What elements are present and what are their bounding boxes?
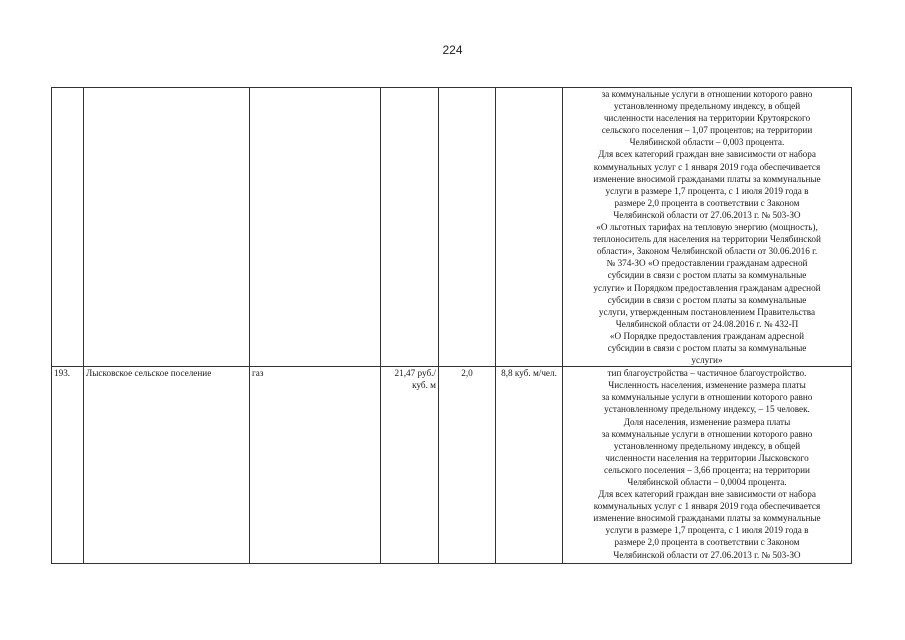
resource-cell: [250, 88, 381, 367]
note-line: коммунальных услуг с 1 января 2019 года обеспечивается: [593, 161, 821, 172]
note-line: сельского поселения – 1,07 процентов; на территории: [601, 125, 813, 136]
note-line: Численность населения, изменение размера платы: [608, 380, 806, 391]
municipality-cell: Лысковское сельское поселение: [84, 367, 250, 564]
note-line: размере 2,0 процента в соответствии с Законом: [614, 197, 800, 208]
note-line: коммунальных услуг с 1 января 2019 года обеспечивается: [593, 501, 821, 512]
note-line: изменение вносимой гражданами платы за коммунальные: [593, 173, 821, 184]
tariff-cell: [381, 88, 439, 367]
note-line: за коммунальные услуги в отношении которого равно: [601, 428, 813, 439]
note-line: установленному предельному индексу, в общей: [613, 440, 801, 451]
note-line: субсидии в связи с ростом платы за коммунальные: [607, 270, 807, 281]
table-row: [52, 88, 852, 367]
note-line: области», Законом Челябинской области от 30.06.2016 г.: [596, 246, 818, 257]
note-line: услуги, утвержденным постановлением Правительства: [598, 306, 816, 317]
row-number-cell: [52, 88, 84, 367]
index-cell: 2,0: [439, 367, 496, 564]
note-line: установленному предельному индексу, в общей: [613, 101, 801, 112]
municipality-cell: [84, 88, 250, 367]
note-line: Челябинской области от 24.08.2016 г. № 432-П: [615, 318, 799, 329]
note-line: услуги в размере 1,7 процента, с 1 июля 2019 года в: [605, 185, 809, 196]
note-line: за коммунальные услуги в отношении которого равно: [601, 89, 813, 99]
note-line: услуги» и Порядком предоставления гражданам адресной: [593, 282, 821, 293]
norm-cell: [496, 88, 563, 367]
note-line: услуги в размере 1,7 процента, с 1 июля 2019 года в: [605, 525, 809, 536]
note-line: численности населения на территории Крутоярского: [603, 113, 811, 124]
note-line: размере 2,0 процента в соответствии с Законом: [614, 537, 800, 548]
note-line: установленному предельному индексу, – 15 человек.: [604, 404, 810, 415]
note-line: теплоноситель для населения на территории Челябинской: [593, 234, 821, 245]
note-line: тип благоустройства – частичное благоустройство.: [607, 368, 807, 379]
note-line: «О льготных тарифах на тепловую энергию (мощность),: [596, 222, 818, 233]
note-line: Для всех категорий граждан вне зависимости от набора: [598, 489, 816, 500]
index-cell: [439, 88, 496, 367]
note-cell: [563, 367, 852, 564]
note-line: численности населения на территории Лысковского: [605, 452, 809, 463]
note-line: Челябинской области – 0,0004 процента.: [627, 477, 787, 487]
table-row: [52, 367, 852, 564]
page-number: 224: [442, 43, 463, 57]
note-line: Для всех категорий граждан вне зависимости от набора: [598, 149, 816, 160]
row-number-cell: 193.: [52, 367, 84, 564]
note-line: сельского поселения – 3,66 процента; на территории: [604, 464, 810, 475]
note-line: № 374-ЗО «О предоставлении гражданам адресной: [606, 258, 808, 269]
tariff-cell: 21,47 руб./куб. м: [381, 367, 439, 564]
norm-cell: 8,8 куб. м/чел.: [496, 367, 563, 564]
tariff-table: [51, 87, 852, 564]
note-line: Доля населения, изменение размера платы: [623, 416, 791, 427]
note-line: субсидии в связи с ростом платы за коммунальные: [607, 342, 807, 353]
note-line: субсидии в связи с ростом платы за коммунальные: [607, 294, 807, 305]
note-line: Челябинской области – 0,003 процента.: [629, 137, 785, 148]
note-line: Челябинской области от 27.06.2013 г. № 503-ЗО: [613, 549, 801, 560]
note-line: услуги»: [691, 355, 723, 366]
resource-cell: газ: [250, 367, 381, 564]
note-line: «О Порядке предоставления гражданам адресной: [609, 330, 805, 341]
note-line: изменение вносимой гражданами платы за коммунальные: [593, 513, 821, 524]
note-line: Челябинской области от 27.06.2013 г. № 503-ЗО: [613, 209, 801, 220]
note-line: за коммунальные услуги в отношении которого равно: [601, 392, 813, 403]
note-cell: [563, 88, 852, 367]
